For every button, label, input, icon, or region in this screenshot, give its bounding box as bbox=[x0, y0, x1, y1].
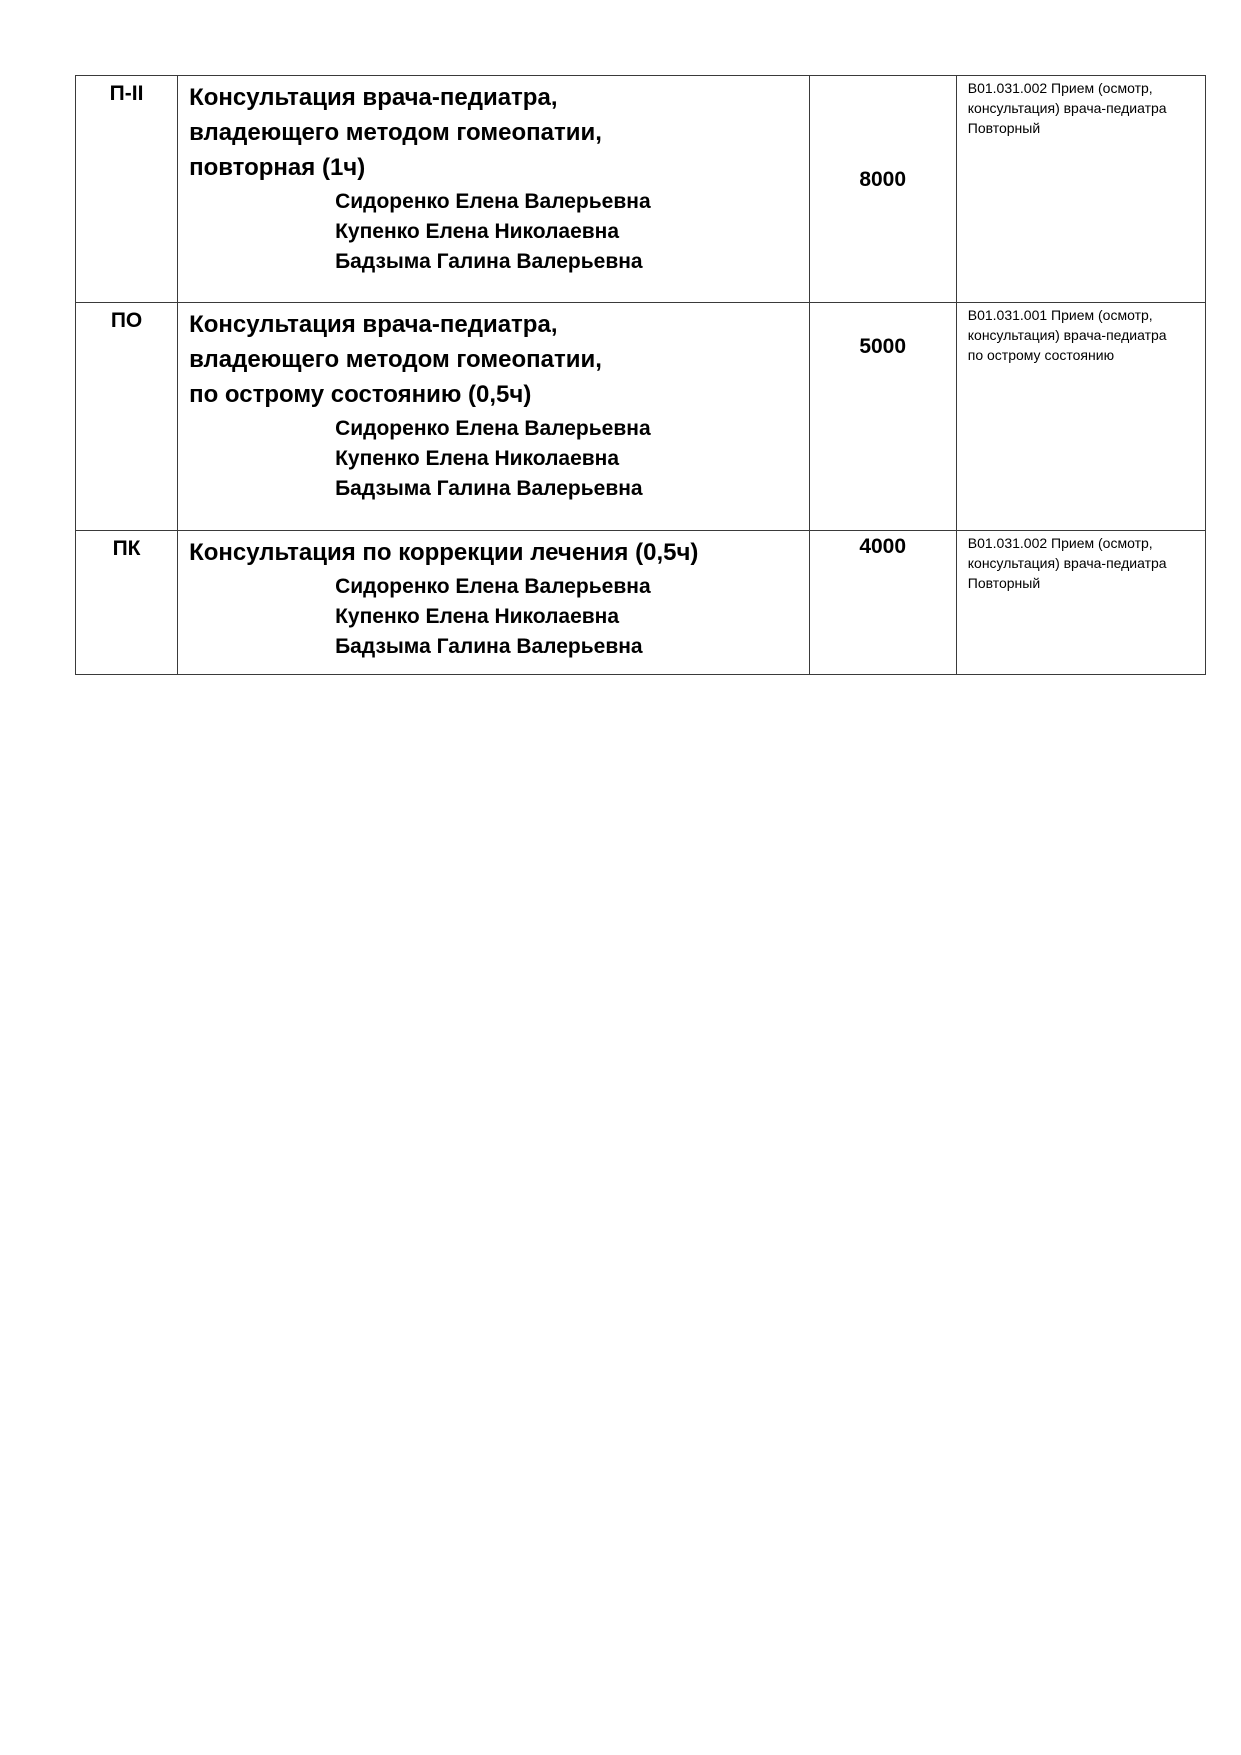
doctor-name: Сидоренко Елена Валерьевна bbox=[335, 575, 651, 598]
service-code: ПК bbox=[112, 537, 141, 560]
doctor-name: Бадзыма Галина Валерьевна bbox=[335, 250, 643, 273]
reference-line: B01.031.001 Прием (осмотр, bbox=[967, 307, 1153, 323]
reference-line: Повторный bbox=[967, 120, 1041, 136]
doctor-list bbox=[189, 414, 799, 504]
service-title-line: владеющего методом гомеопатии, bbox=[189, 346, 602, 373]
doctor-name: Сидоренко Елена Валерьевна bbox=[335, 190, 651, 213]
table-row bbox=[76, 76, 1206, 303]
reference-line: консультация) врача-педиатра bbox=[967, 555, 1167, 571]
service-code-cell bbox=[76, 531, 178, 675]
doctor-name: Купенко Елена Николаевна bbox=[335, 447, 620, 470]
table-row bbox=[76, 303, 1206, 531]
service-title-line: Консультация врача-педиатра, bbox=[189, 311, 558, 338]
service-title-line: по острому состоянию (0,5ч) bbox=[189, 381, 532, 408]
doctor-list bbox=[189, 572, 799, 662]
price-cell bbox=[809, 303, 956, 531]
reference-cell bbox=[956, 303, 1205, 531]
reference-line: Повторный bbox=[967, 575, 1041, 591]
reference-line: консультация) врача-педиатра bbox=[967, 327, 1167, 343]
reference-line: B01.031.002 Прием (осмотр, bbox=[967, 80, 1153, 96]
service-description-cell bbox=[178, 303, 810, 531]
service-code-cell bbox=[76, 303, 178, 531]
service-code-cell bbox=[76, 76, 178, 303]
service-price: 4000 bbox=[859, 535, 907, 558]
doctor-name: Бадзыма Галина Валерьевна bbox=[335, 477, 643, 500]
table-row bbox=[76, 531, 1206, 675]
service-title-line: владеющего методом гомеопатии, bbox=[189, 119, 602, 146]
doctor-name: Бадзыма Галина Валерьевна bbox=[335, 635, 643, 658]
doctor-list bbox=[189, 187, 799, 277]
service-code: П-II bbox=[109, 82, 144, 105]
price-cell bbox=[809, 531, 956, 675]
service-description-cell bbox=[178, 76, 810, 303]
reference-line: B01.031.002 Прием (осмотр, bbox=[967, 535, 1153, 551]
reference-cell bbox=[956, 76, 1205, 303]
price-cell bbox=[809, 76, 956, 303]
service-title-line: Консультация врача-педиатра, bbox=[189, 84, 558, 111]
service-title-line: повторная (1ч) bbox=[189, 154, 366, 181]
service-code: ПО bbox=[110, 309, 143, 332]
service-title-line: Консультация по коррекции лечения (0,5ч) bbox=[189, 539, 699, 566]
doctor-name: Купенко Елена Николаевна bbox=[335, 220, 620, 243]
reference-line: по острому состоянию bbox=[967, 347, 1115, 363]
doctor-name: Сидоренко Елена Валерьевна bbox=[335, 417, 651, 440]
doctor-name: Купенко Елена Николаевна bbox=[335, 605, 620, 628]
service-price: 8000 bbox=[859, 168, 907, 191]
service-description-cell bbox=[178, 531, 810, 675]
price-list-table bbox=[75, 75, 1206, 675]
service-price: 5000 bbox=[859, 335, 907, 358]
reference-line: консультация) врача-педиатра bbox=[967, 100, 1167, 116]
reference-cell bbox=[956, 531, 1205, 675]
